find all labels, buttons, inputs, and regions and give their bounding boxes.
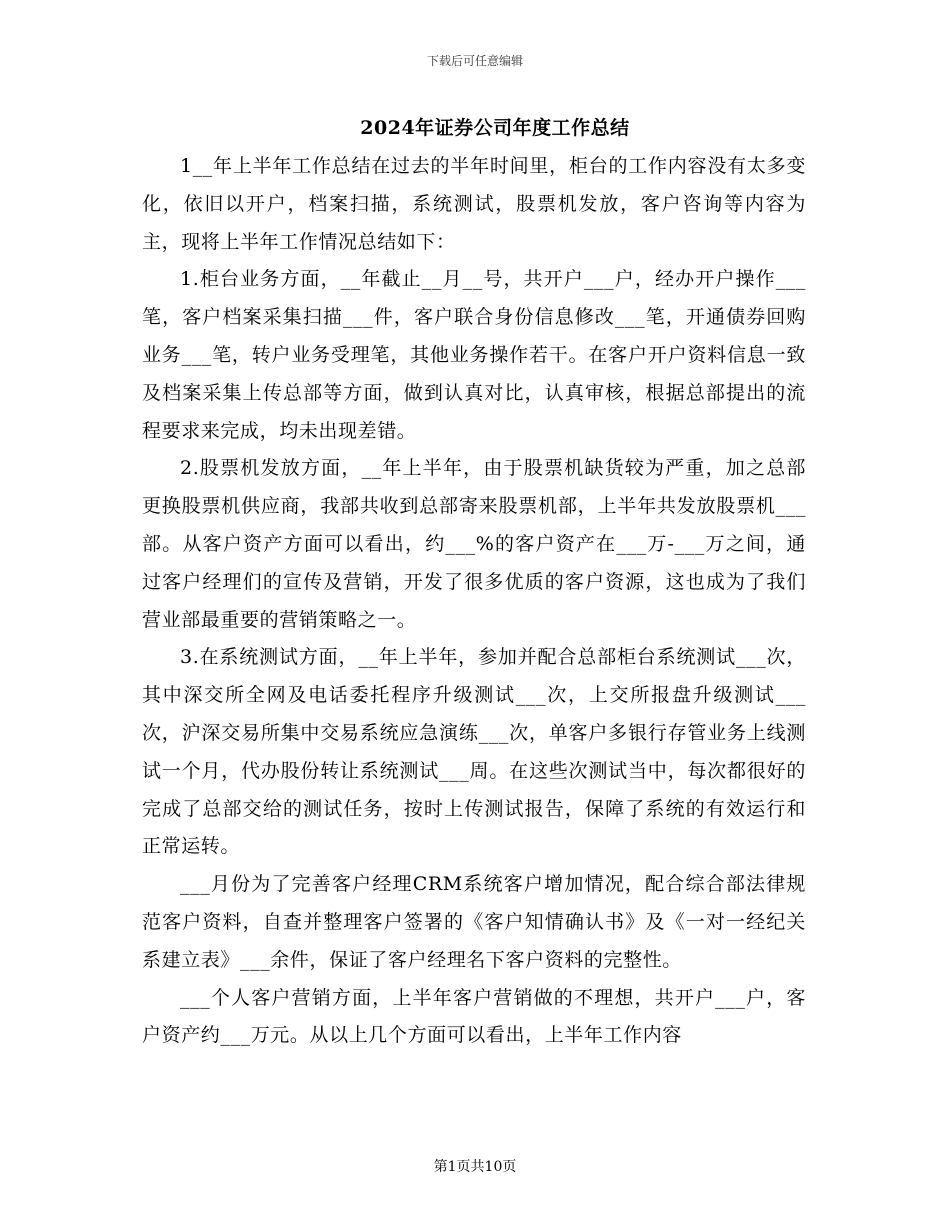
paragraph-client-marketing: ___个人客户营销方面，上半年客户营销做的不理想，共开户___户，客户资产约___万元。从以上几个方面可以看出，上半年工作内容: [142, 986, 806, 1047]
paragraph-system-testing: 3.在系统测试方面，__年上半年，参加并配合总部柜台系统测试___次，其中深交所全网及电话委托程序升级测试___次，上交所报盘升级测试___次，沪深交易所集中交易系统应急演练___次，单客户多银行存管业务上线测试一个月，代办股份转让系统测试___周。在这些次测试当中，每次都很好的完成了总部交给的测试任务，按时上传测试报告，保障了系统的有效运行和正常运转。: [142, 646, 806, 858]
paragraph-stock-machine: 2.股票机发放方面，__年上半年，由于股票机缺货较为严重，加之总部更换股票机供应商，我部共收到总部寄来股票机部，上半年共发放股票机___部。从客户资产方面可以看出，约___%的客户资产在___万-___万之间，通过客户经理们的宣传及营销，开发了很多优质的客户资源，这也成为了我们营业部最重要的营销策略之一。: [142, 457, 806, 631]
paragraph-counter-business: 1.柜台业务方面，__年截止__月__号，共开户___户，经办开户操作___笔，客户档案采集扫描___件，客户联合身份信息修改___笔，开通债券回购业务___笔，转户业务受理笔，其他业务操作若干。在客户开户资料信息一致及档案采集上传总部等方面，做到认真对比，认真审核，根据总部提出的流程要求来完成，均未出现差错。: [142, 268, 806, 442]
page-header-note: 下载后可任意编辑: [426, 54, 523, 68]
document-title: 2024年证券公司年度工作总结: [360, 117, 630, 139]
page-number-footer: 第1页共10页: [433, 1159, 517, 1175]
document-body: [142, 148, 806, 1055]
paragraph-crm: ___月份为了完善客户经理CRM系统客户增加情况，配合综合部法律规范客户资料，自查并整理客户签署的《客户知情确认书》及《一对一经纪关系建立表》___余件，保证了客户经理名下客户资料的完整性。: [142, 873, 806, 971]
paragraph-intro: 1__年上半年工作总结在过去的半年时间里，柜台的工作内容没有太多变化，依旧以开户，档案扫描，系统测试，股票机发放，客户咨询等内容为主，现将上半年工作情况总结如下：: [142, 155, 806, 253]
